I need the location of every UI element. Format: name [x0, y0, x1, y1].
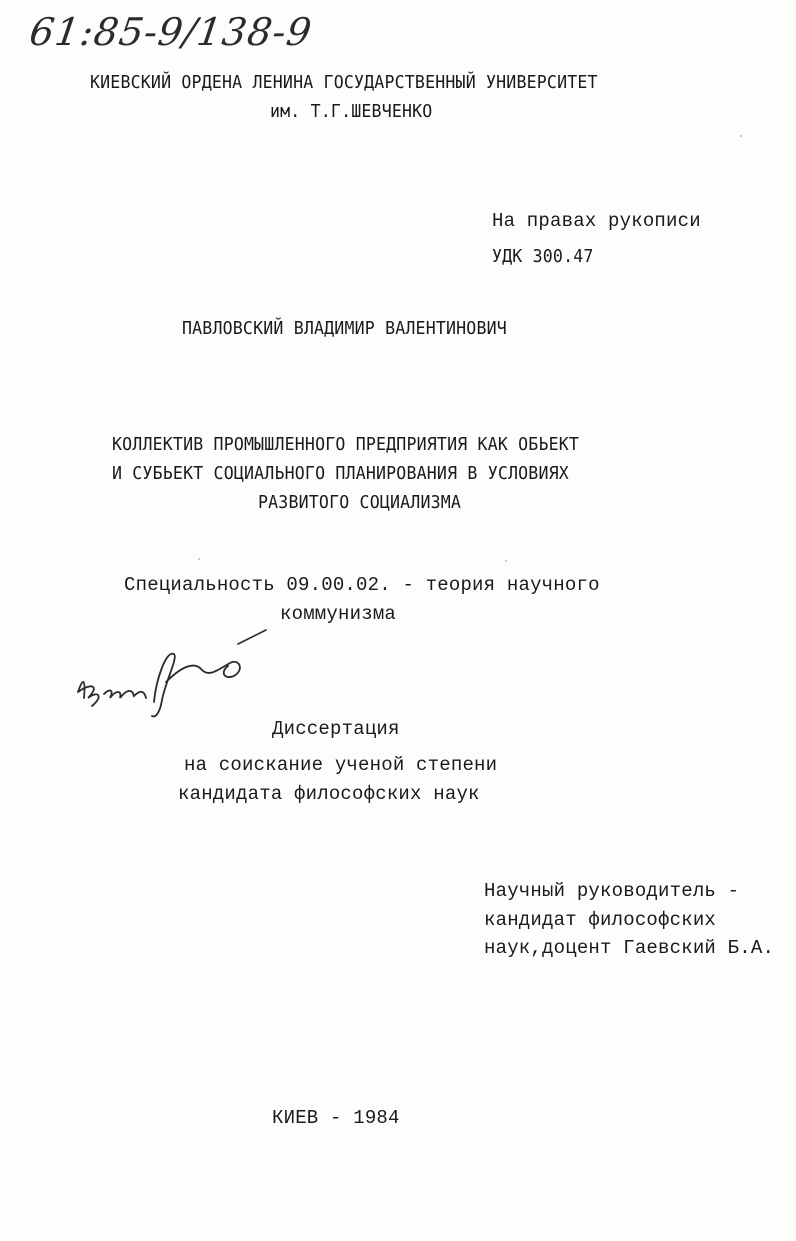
university-named-after: им. Т.Г.ШЕВЧЕНКО [270, 101, 433, 122]
dissertation-label: Диссертация [272, 718, 400, 740]
thesis-title-line-3: РАЗВИТОГО СОЦИАЛИЗМА [258, 492, 462, 513]
author-name: ПАВЛОВСКИЙ ВЛАДИМИР ВАЛЕНТИНОВИЧ [182, 318, 507, 339]
supervisor-line-2: кандидат философских [484, 909, 717, 931]
archive-number-handwritten: 61:85-9/138-9 [26, 10, 315, 54]
thesis-title-line-2: И СУБЬЕКТ СОЦИАЛЬНОГО ПЛАНИРОВАНИЯ В УСЛОВИЯХ [112, 463, 569, 484]
city-year: КИЕВ - 1984 [272, 1107, 400, 1129]
supervisor-line-3: наук,доцент Гаевский Б.А. [484, 937, 775, 959]
thesis-title-line-1: КОЛЛЕКТИВ ПРОМЫШЛЕННОГО ПРЕДПРИЯТИЯ КАК ОБЬЕКТ [112, 434, 580, 455]
university-name: КИЕВСКИЙ ОРДЕНА ЛЕНИНА ГОСУДАРСТВЕННЫЙ УНИВЕРСИТЕТ [90, 72, 598, 93]
manuscript-rights: На правах рукописи [492, 210, 701, 232]
specialty-line-2: коммунизма [280, 603, 397, 625]
handwritten-signature [70, 620, 270, 730]
supervisor-line-1: Научный руководитель - [484, 880, 740, 902]
dissertation-line-1: на соискание ученой степени [184, 754, 498, 776]
udk-code: УДК 300.47 [492, 246, 594, 267]
specialty-line-1: Специальность 09.00.02. - теория научного [124, 574, 600, 596]
dissertation-line-2: кандидата философских наук [178, 783, 480, 805]
